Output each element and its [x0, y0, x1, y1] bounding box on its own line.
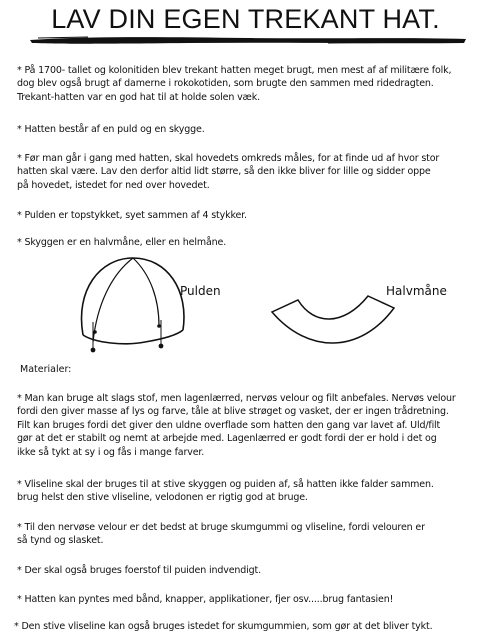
intro-line: * Hatten består af en puld og en skygge. [17, 124, 205, 135]
intro-line: * På 1700- tallet og kolonitiden blev trekant hatten meget brugt, men mest af af militære folk, [17, 65, 452, 76]
brush-underline [28, 34, 468, 46]
materials-line: * Der skal også bruges foerstof til puiden indvendigt. [17, 565, 261, 576]
intro-line: * Pulden er topstykket, syet sammen af 4 stykker. [17, 210, 247, 221]
intro-line: Trekant-hatten var en god hat til at holde solen væk. [17, 91, 260, 103]
intro-paragraph-3 [17, 152, 487, 192]
materials-line: * Hatten kan pyntes med bånd, knapper, applikationer, fjer osv.....brug fantasien! [17, 594, 394, 605]
pulden-label: Pulden [180, 284, 221, 298]
materials-paragraph-2 [17, 478, 487, 505]
materials-heading: Materialer: [20, 364, 72, 375]
materials-line: så tynd og slasket. [17, 535, 104, 547]
materials-paragraph-1 [17, 392, 487, 459]
intro-paragraph-1 [17, 64, 487, 104]
intro-paragraph-2 [17, 123, 487, 136]
halvmane-label: Halvmåne [386, 284, 447, 298]
materials-paragraph-6 [14, 620, 484, 633]
materials-paragraph-4 [17, 564, 487, 577]
intro-paragraph-5 [17, 236, 487, 249]
intro-line: dog blev også brugt af damerne i rokokotiden, som brugte den sammen med ridedragten. [17, 78, 434, 90]
intro-line: * Skyggen er en halvmåne, eller en helmåne. [17, 237, 227, 248]
intro-line: på hovedet, istedet for ned over hovedet. [17, 179, 210, 191]
materials-line: Filt kan bruges fordi det giver den uldne overflade som hatten den gang var lavet af. Uld/filt [17, 419, 441, 431]
materials-line: gør at det er stabilt og nemt at arbejde med. Lagenlærred er godt fordi der er hold i det og [17, 433, 437, 445]
page-title: LAV DIN EGEN TREKANT HAT. [51, 4, 440, 34]
figures [0, 250, 491, 362]
materials-line: * Til den nervøse velour er det bedst at bruge skumgummi og vliseline, fordi velouren er [17, 522, 425, 533]
materials-paragraph-3 [17, 521, 487, 548]
intro-line: * Før man går i gang med hatten, skal hovedets omkreds måles, for at finde ud af hvor stor [17, 153, 440, 164]
materials-line: brug helst den stive vliseline, velodonen er rigtig god at bruge. [17, 492, 308, 504]
materials-line: * Den stive vliseline kan også bruges istedet for skumgummien, som gør at det bliver tykt. [14, 621, 433, 632]
intro-paragraph-4 [17, 209, 487, 222]
materials-paragraph-5 [17, 593, 487, 606]
pulden-illustration [55, 250, 205, 362]
materials-line: ikke så tykt at sy i og fås i mange farver. [17, 446, 205, 458]
materials-line: * Man kan bruge alt slags stof, men lagenlærred, nervøs velour og filt anbefales. Nervøs velour [17, 393, 456, 404]
materials-line: * Vliseline skal der bruges til at stive skyggen og puiden af, så hatten ikke falder sammen. [17, 479, 434, 490]
halvmane-illustration [268, 290, 398, 360]
intro-line: hatten skal være. Lav den derfor altid lidt større, så den ikke bliver for lille og sidder oppe [17, 166, 431, 178]
materials-line: fordi den giver masse af lys og farve, tåle at blive strøget og vasket, der er ingen trådretning. [17, 406, 449, 418]
